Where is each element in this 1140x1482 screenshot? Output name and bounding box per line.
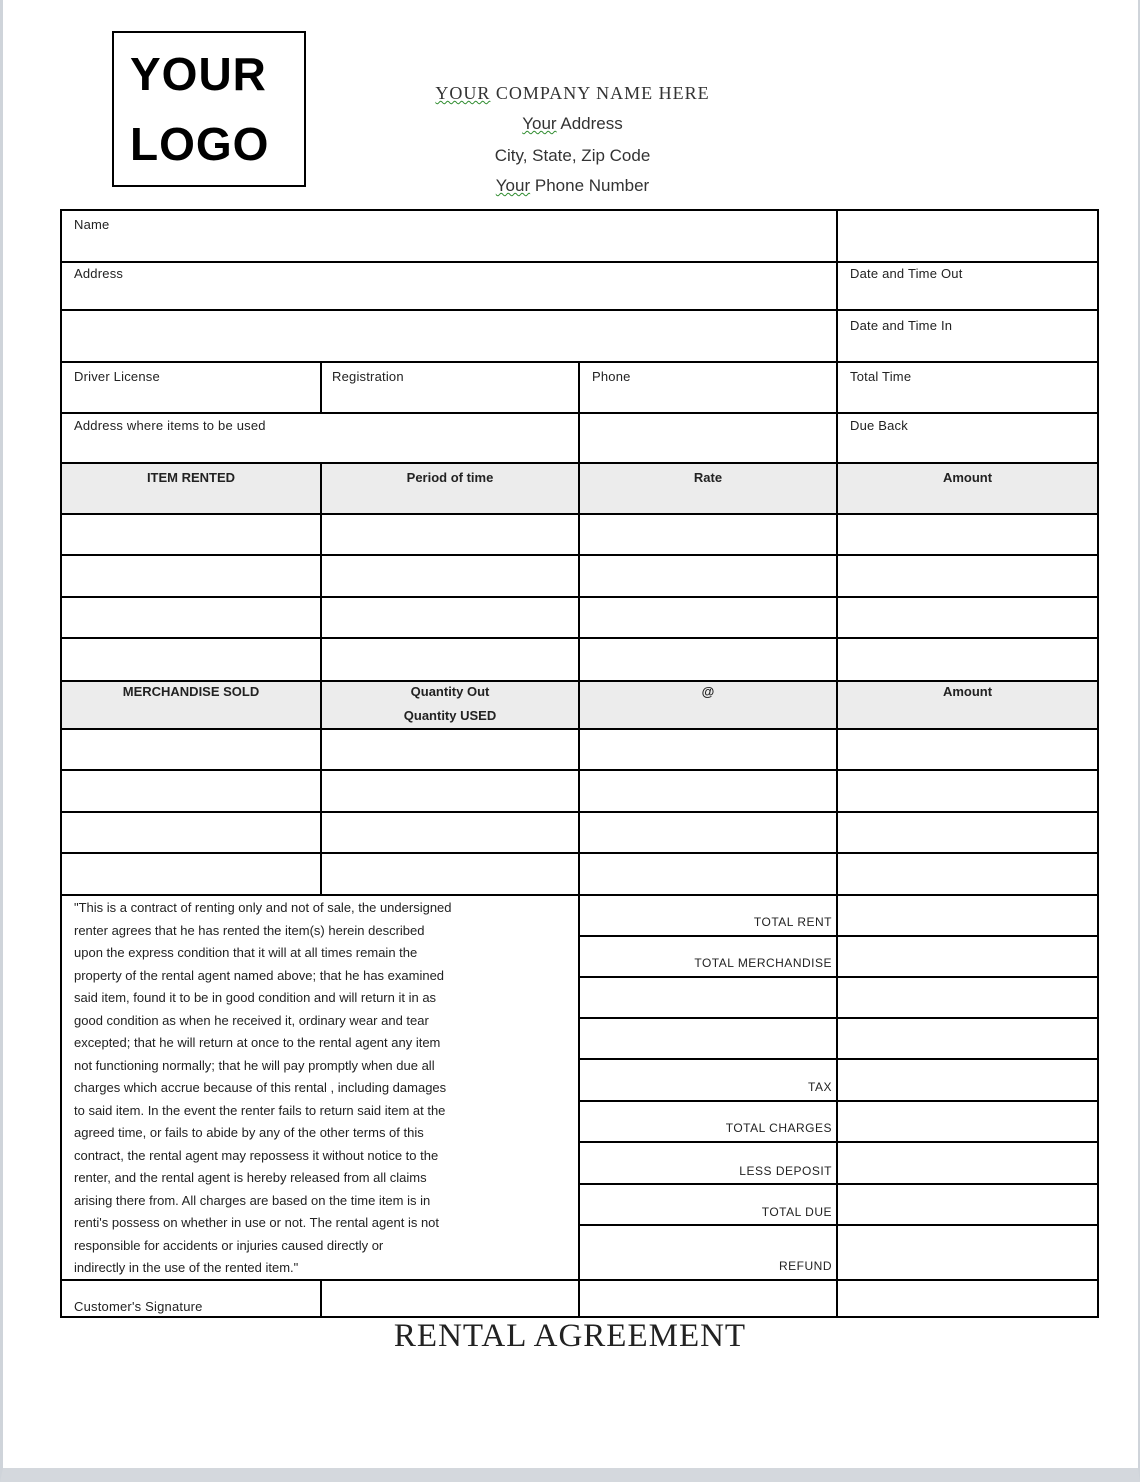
terms-line: said item, found it to be in good condition and will return it in as	[74, 990, 437, 1005]
header-quantity-used: Quantity USED	[403, 708, 497, 723]
grid-line	[60, 596, 1099, 598]
header-at: @	[701, 684, 715, 699]
grid-line	[578, 1224, 1099, 1226]
grid-line	[60, 412, 1099, 414]
header-rate: Rate	[693, 470, 723, 485]
grid-line	[60, 811, 1099, 813]
terms-line: arising there from. All charges are based on the time item is in	[74, 1192, 431, 1208]
header-quantity-out: Quantity Out	[410, 684, 490, 699]
address-label: Address	[74, 266, 124, 281]
terms-line: agreed time, or fails to abide by any of the other terms of this	[74, 1125, 424, 1140]
header-merchandise-sold: MERCHANDISE SOLD	[122, 684, 260, 699]
terms-line: renti's possess on whether in use or not. The rental agent is not	[74, 1215, 440, 1230]
grid-line	[578, 1100, 1099, 1102]
grid-line	[60, 309, 1099, 311]
company-address-rest: Address	[556, 114, 623, 133]
terms-line: renter agrees that he has rented the item(s) herein described	[74, 922, 425, 938]
total-merchandise-label: TOTAL MERCHANDISE	[694, 956, 832, 970]
terms-line: "This is a contract of renting only and not of sale, the undersigned	[74, 900, 452, 915]
grid-line	[60, 513, 1099, 515]
grid-line	[60, 361, 1099, 363]
tax-label: TAX	[808, 1080, 832, 1094]
grid-line	[60, 894, 1099, 896]
grid-line	[60, 637, 1099, 639]
registration-label: Registration	[332, 369, 404, 384]
company-city: City, State, Zip Code	[494, 146, 651, 165]
due-back-label: Due Back	[850, 418, 908, 433]
grid-line	[578, 1183, 1099, 1185]
grid-line	[578, 976, 1099, 978]
date-time-in-label: Date and Time In	[850, 318, 953, 333]
address-items-used-label: Address where items to be used	[74, 418, 266, 433]
logo-line-2: LOGO	[130, 118, 270, 170]
document-title: RENTAL AGREEMENT	[393, 1318, 747, 1354]
company-name-prefix: YOUR	[435, 83, 491, 103]
refund-label: REFUND	[779, 1259, 832, 1273]
terms-line: not functioning normally; that he will pay promptly when due all	[74, 1057, 435, 1073]
grid-line	[320, 1279, 322, 1318]
terms-line: good condition as when he received it, ordinary wear and tear	[74, 1012, 429, 1028]
customer-signature-label: Customer's Signature	[74, 1299, 203, 1314]
terms-line: upon the express condition that it will at all times remain the	[74, 945, 418, 960]
grid-line	[60, 554, 1099, 556]
terms-line: indirectly in the use of the rented item."	[74, 1260, 299, 1275]
company-phone-prefix: Your	[495, 176, 531, 195]
date-time-out-label: Date and Time Out	[850, 266, 963, 281]
terms-line: renter, and the rental agent is hereby released from all claims	[74, 1170, 427, 1185]
company-phone-rest: Phone Number	[530, 176, 650, 195]
company-address-prefix: Your	[522, 114, 557, 133]
grid-line	[578, 1141, 1099, 1143]
less-deposit-label: LESS DEPOSIT	[739, 1164, 832, 1178]
terms-text	[74, 897, 574, 1280]
grid-line	[60, 680, 1099, 682]
terms-line: to said item. In the event the renter fails to return said item at the	[74, 1102, 446, 1118]
name-label: Name	[74, 217, 110, 232]
company-name-rest: COMPANY NAME HERE	[490, 83, 710, 103]
grid-line	[60, 261, 1099, 263]
terms-line: responsible for accidents or injuries caused directly or	[74, 1237, 384, 1253]
total-due-label: TOTAL DUE	[761, 1205, 832, 1219]
total-rent-label: TOTAL RENT	[753, 915, 832, 929]
grid-line	[60, 769, 1099, 771]
driver-license-label: Driver License	[74, 369, 160, 384]
grid-line	[320, 462, 322, 894]
grid-line	[320, 361, 322, 413]
header-item-rented: ITEM RENTED	[146, 470, 236, 485]
grid-line	[836, 209, 838, 1318]
logo-line-1: YOUR	[130, 48, 267, 100]
grid-line	[578, 361, 580, 1318]
total-charges-label: TOTAL CHARGES	[725, 1121, 832, 1135]
terms-line: contract, the rental agent may repossess it without notice to the	[74, 1147, 439, 1163]
total-time-label: Total Time	[850, 369, 912, 384]
grid-line	[578, 1017, 1099, 1019]
grid-line	[578, 935, 1099, 937]
header-amount: Amount	[942, 470, 993, 485]
grid-line	[60, 852, 1099, 854]
terms-line: excepted; that he will return at once to the rental agent any item	[74, 1035, 441, 1050]
grid-line	[60, 209, 1099, 211]
grid-line	[60, 209, 62, 1318]
grid-line	[578, 1058, 1099, 1060]
grid-line	[1097, 209, 1099, 1318]
grid-line	[60, 462, 1099, 464]
phone-label: Phone	[592, 369, 631, 384]
header-merch-amount: Amount	[942, 684, 993, 699]
terms-line: charges which accrue because of this rental , including damages	[74, 1080, 447, 1095]
header-period-of-time: Period of time	[406, 470, 494, 485]
grid-line	[60, 728, 1099, 730]
terms-line: property of the rental agent named above; that he has examined	[74, 967, 445, 983]
